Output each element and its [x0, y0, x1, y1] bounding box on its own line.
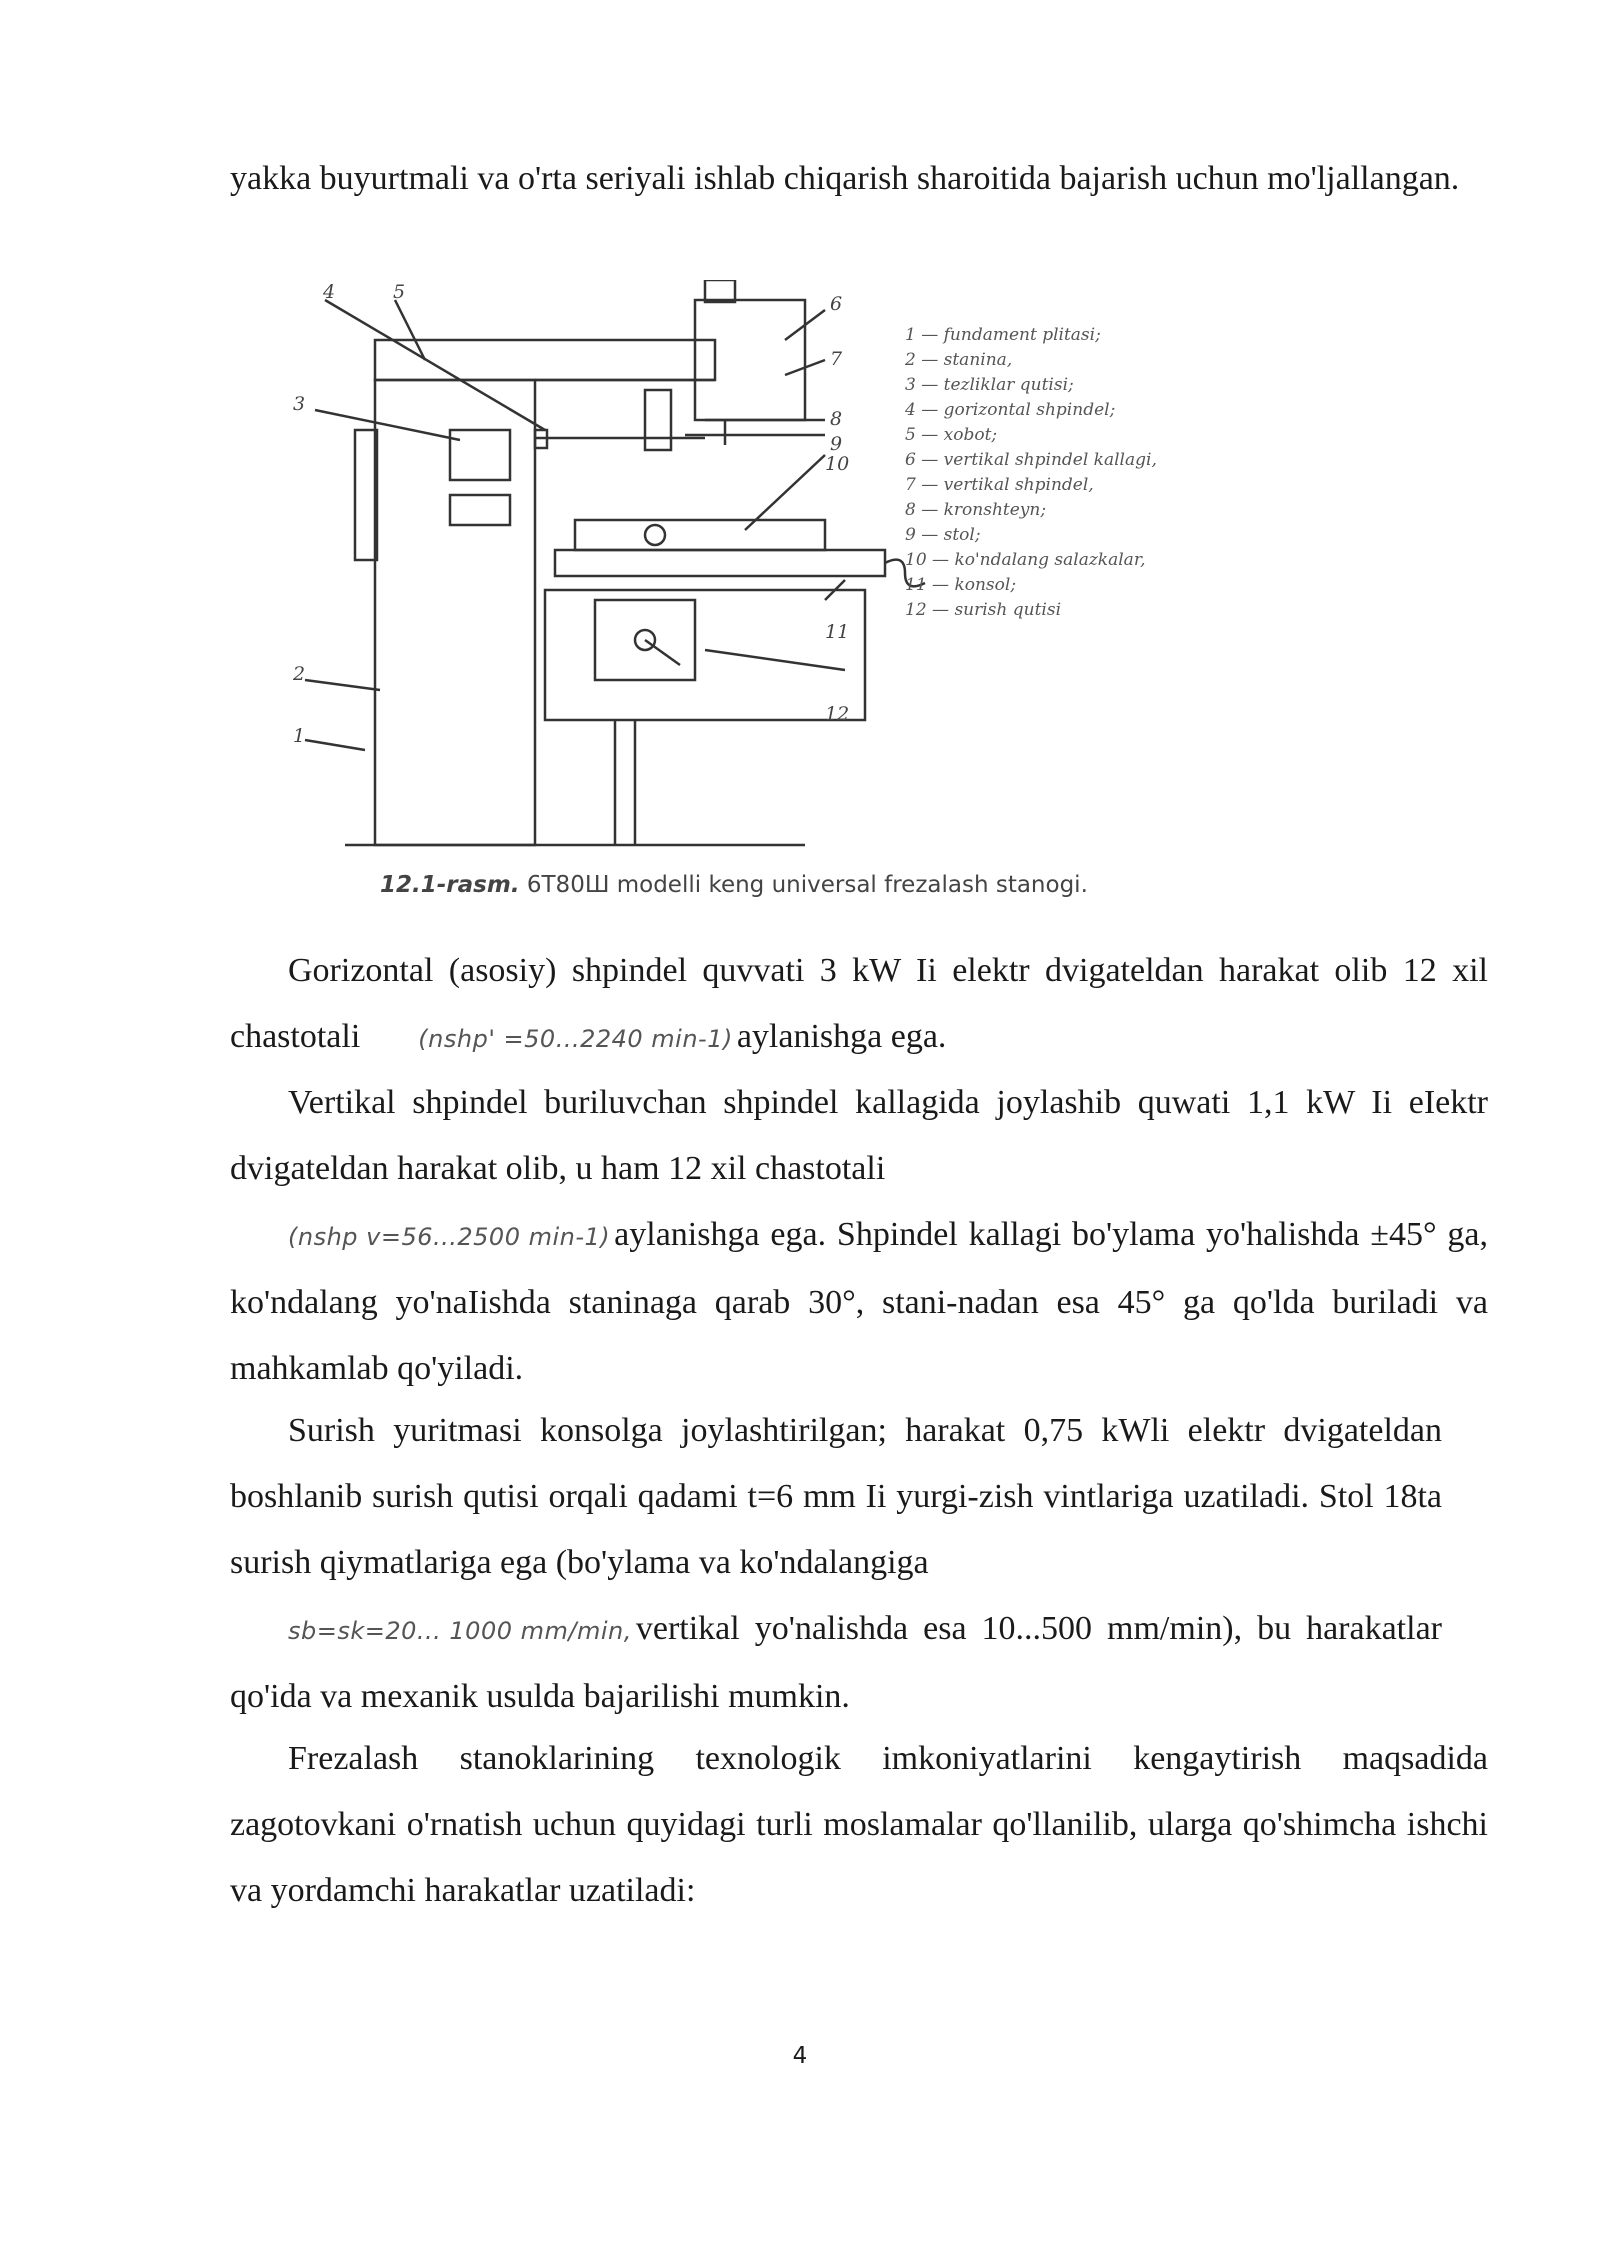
paragraph-3-tail: vertikal yo'nalishda esa 10...500 mm/min), bu harakatlar qo'ida va mexanik usulda bajarilishi mumkin. — [230, 1610, 1442, 1716]
legend-item: 11 — konsol; — [905, 575, 1017, 595]
callout-5: 5 — [393, 281, 406, 303]
callout-10: 10 — [825, 453, 850, 475]
caption-label: 12.1-rasm. — [380, 872, 520, 898]
paragraph-1-text: Gorizontal (asosiy) shpindel quvvati 3 kW Ii elektr dvigateldan harakat olib 12 xil chastotali — [230, 952, 1488, 1055]
formula-image: (nshp' =50...2240 min-1) — [418, 1025, 733, 1054]
callout-8: 8 — [830, 408, 843, 430]
callout-3: 3 — [293, 393, 306, 415]
paragraph-3-text: Surish yuritmasi konsolga joylashtirilgan; harakat 0,75 kWli elektr dvigateldan boshlanib surish qutisi orqali qadami t=6 mm Ii yurgi-zish vintlariga uzatiladi. Stol 18ta surish qiymatlariga ega (bo'ylama va ko'ndalangiga — [230, 1412, 1442, 1581]
knee-shape — [545, 590, 865, 720]
callout-11: 11 — [825, 621, 850, 643]
vertical-head-shape — [695, 300, 805, 420]
legend-item: 3 — tezliklar qutisi; — [905, 375, 1074, 395]
paragraph-1-tail: aylanishga ega. — [736, 1018, 947, 1055]
legend-item: 4 — gorizontal shpindel; — [905, 400, 1116, 420]
figure-caption — [380, 872, 1088, 898]
paragraph-2-tail: aylanishga ega. Shpindel kallagi bo'ylama yo'halishda ±45° ga, ko'ndalang yo'naIishda staninaga qarab 30°, stani-nadan esa 45° ga qo'lda buriladi va mahkamlab qo'yiladi. — [230, 1216, 1488, 1388]
caption-text: 6T80Ш modelli keng universal frezalash stanogi. — [526, 872, 1088, 898]
legend-item: 9 — stol; — [905, 525, 981, 545]
callout-4: 4 — [323, 281, 336, 303]
callout-6: 6 — [830, 293, 843, 315]
milling-machine-diagram — [285, 280, 1205, 910]
paragraph-1 — [230, 938, 1488, 1072]
formula-image: (nshp v=56...2500 min-1) — [288, 1223, 611, 1252]
legend-item: 1 — fundament plitasi; — [905, 325, 1101, 345]
legend-item: 8 — kronshteyn; — [905, 500, 1047, 520]
legend-item: 10 — ko'ndalang salazkalar, — [905, 550, 1146, 570]
legend-item: 12 — surish qutisi — [905, 600, 1062, 620]
legend-item: 6 — vertikal shpindel kallagi, — [905, 450, 1157, 470]
legend-item: 2 — stanina, — [905, 350, 1013, 370]
callout-12: 12 — [825, 703, 850, 725]
machine-figure — [285, 280, 1205, 910]
paragraph-2-text: Vertikal shpindel buriluvchan shpindel kallagida joylashib quwati 1,1 kW Ii eIektr dvigateldan harakat olib, u ham 12 xil chastotali — [230, 1084, 1488, 1187]
legend-item: 7 — vertikal shpindel, — [905, 475, 1094, 495]
callout-7: 7 — [830, 348, 843, 370]
legend-item: 5 — xobot; — [905, 425, 998, 445]
intro-paragraph: yakka buyurtmali va o'rta seriyali ishlab chiqarish sharoitida bajarish uchun mo'ljallangan. — [230, 160, 1460, 197]
paragraph-4: Frezalash stanoklarining texnologik imkoniyatlarini kengaytirish maqsadida zagotovkani o'rnatish uchun quyidagi turli moslamalar qo'llanilib, ularga qo'shimcha ishchi va yordamchi harakatlar uzatiladi: — [230, 1740, 1488, 1909]
paragraph-3 — [230, 1398, 1442, 1730]
callout-9: 9 — [830, 433, 843, 455]
figure-legend — [904, 325, 1157, 620]
paragraph-2 — [230, 1070, 1488, 1402]
callout-2: 2 — [293, 663, 306, 685]
formula-image: sb=sk=20... 1000 mm/min, — [288, 1617, 632, 1646]
callout-1: 1 — [293, 725, 306, 747]
table-shape — [555, 550, 885, 576]
page-number: 4 — [792, 2043, 808, 2069]
